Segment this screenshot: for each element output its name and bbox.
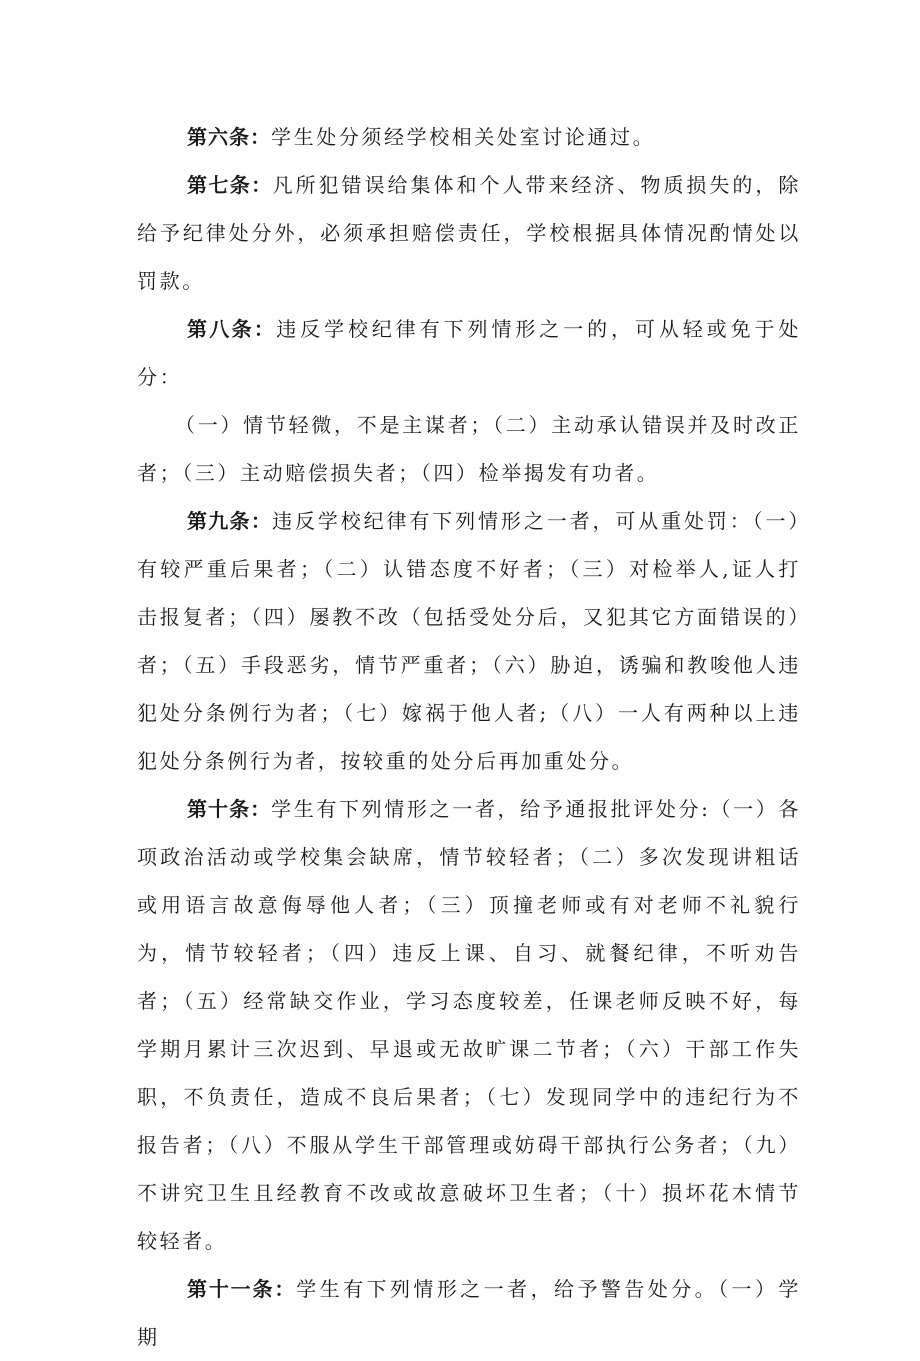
- article-10-heading: 第十条：: [187, 797, 272, 821]
- article-8: [137, 305, 801, 401]
- article-8-heading: 第八条：: [187, 317, 277, 341]
- article-8-items-body: （一）情节轻微，不是主谋者；（二）主动承认错误并及时改正者；（三）主动赔偿损失者；（四）检举揭发有功者。: [137, 413, 801, 485]
- article-7: [137, 161, 801, 305]
- article-9-body: 违反学校纪律有下列情形之一者，可从重处罚：（一）有较严重后果者；（二）认错态度不好者；（三）对检举人,证人打击报复者；（四）屡教不改（包括受处分后，又犯其它方面错误的）者；（五）手段恶劣，情节严重者；（六）胁迫，诱骗和教唆他人违犯处分条例行为者；（七）嫁祸于他人者;（八）一人有两种以上违犯处分条例行为者，按较重的处分后再加重处分。: [137, 509, 801, 773]
- article-9-heading: 第九条：: [187, 509, 273, 533]
- document-page: [137, 113, 801, 1361]
- article-10: [137, 785, 801, 1265]
- article-11-body: 学生有下列情形之一者，给予警告处分。（一）学期: [137, 1277, 802, 1349]
- article-7-body: 凡所犯错误给集体和个人带来经济、物质损失的，除给予纪律处分外，必须承担赔偿责任，学校根据具体情况酌情处以罚款。: [137, 173, 801, 293]
- article-6-body: 学生处分须经学校相关处室讨论通过。: [271, 125, 656, 149]
- article-8-body: 违反学校纪律有下列情形之一的，可从轻或免于处分：: [137, 317, 801, 389]
- article-6-heading: 第六条：: [187, 125, 271, 149]
- article-11: [137, 1265, 801, 1361]
- article-11-heading: 第十一条：: [187, 1277, 297, 1301]
- article-7-heading: 第七条：: [187, 173, 273, 197]
- article-9: [137, 497, 801, 785]
- article-8-items: [137, 401, 801, 497]
- article-10-body: 学生有下列情形之一者，给予通报批评处分:（一）各项政治活动或学校集会缺席，情节较轻者；（二）多次发现讲粗话或用语言故意侮辱他人者；（三）顶撞老师或有对老师不礼貌行为，情节较轻者；（四）违反上课、自习、就餐纪律，不听劝告者；（五）经常缺交作业，学习态度较差，任课老师反映不好，每学期月累计三次迟到、早退或无故旷课二节者；（六）干部工作失职，不负责任，造成不良后果者；（七）发现同学中的违纪行为不报告者；（八）不服从学生干部管理或妨碍干部执行公务者；（九）不讲究卫生且经教育不改或故意破坏卫生者；（十）损坏花木情节较轻者。: [137, 797, 802, 1253]
- article-6: [137, 113, 801, 161]
